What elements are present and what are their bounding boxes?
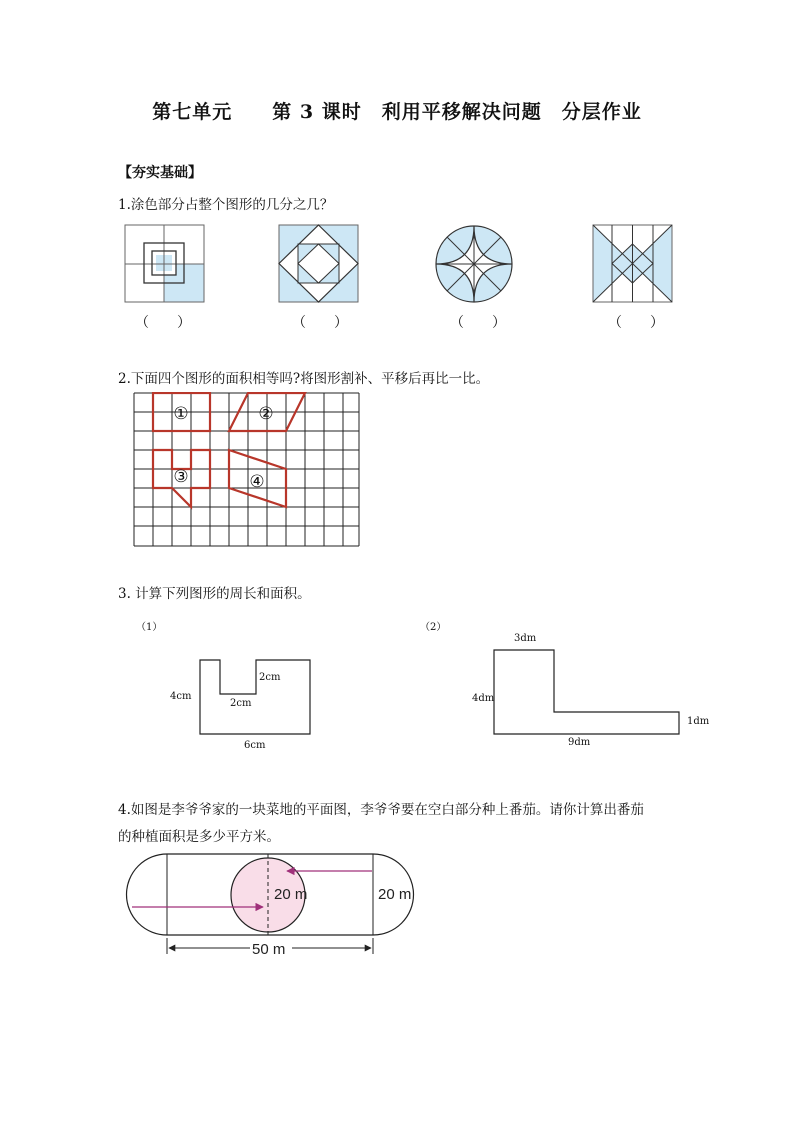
q3-figure-2 [492,648,682,738]
garden-length-label: 50 m [252,941,286,958]
shape-4-label: ④ [249,472,265,491]
fig2-bottom-label: 9dm [568,737,591,748]
shape-2-label: ② [258,404,274,423]
fig1-height-label: 4cm [170,691,192,702]
q2-grid-figure [133,392,363,548]
shape-1-label: ① [173,404,189,423]
fig1-notch-width-label: 2cm [230,698,252,709]
question-3-text: 3. 计算下列图形的周长和面积。 [118,586,311,602]
q3-figure-1 [198,658,314,736]
question-4-line-2: 的种植面积是多少平方米。 [118,829,280,845]
q3-fig2-number: （2） [420,622,447,633]
q1-figure-3 [432,222,516,306]
q1-figure-2 [278,224,360,304]
q1-answer-3[interactable]: （ ） [450,315,506,331]
q1-answer-1[interactable]: （ ） [135,315,191,331]
circle-diameter-label: 20 m [274,886,308,903]
fig2-top-label: 3dm [514,633,537,644]
question-2-text: 2.下面四个图形的面积相等吗?将图形割补、平移后再比一比。 [118,371,490,387]
fig2-right-label: 1dm [687,716,710,727]
q4-garden-figure [122,850,422,962]
q3-fig1-number: （1） [136,622,163,633]
garden-height-label: 20 m [378,886,412,903]
fig1-width-label: 6cm [244,740,266,751]
page-title: 第七单元 第 3 课时 利用平移解决问题 分层作业 [152,101,642,123]
fig2-left-label: 4dm [472,693,495,704]
fig1-notch-depth-label: 2cm [259,672,281,683]
question-4-line-1: 4.如图是李爷爷家的一块菜地的平面图，李爷爷要在空白部分种上番茄。请你计算出番茄 [118,802,644,818]
q1-answer-4[interactable]: （ ） [608,315,664,331]
q1-figure-1 [124,224,206,304]
question-1-text: 1.涂色部分占整个图形的几分之几？ [118,197,334,213]
section-heading: 【夯实基础】 [118,165,202,181]
shape-3-label: ③ [173,467,189,486]
q1-answer-2[interactable]: （ ） [292,315,348,331]
q1-figure-4 [592,224,674,304]
